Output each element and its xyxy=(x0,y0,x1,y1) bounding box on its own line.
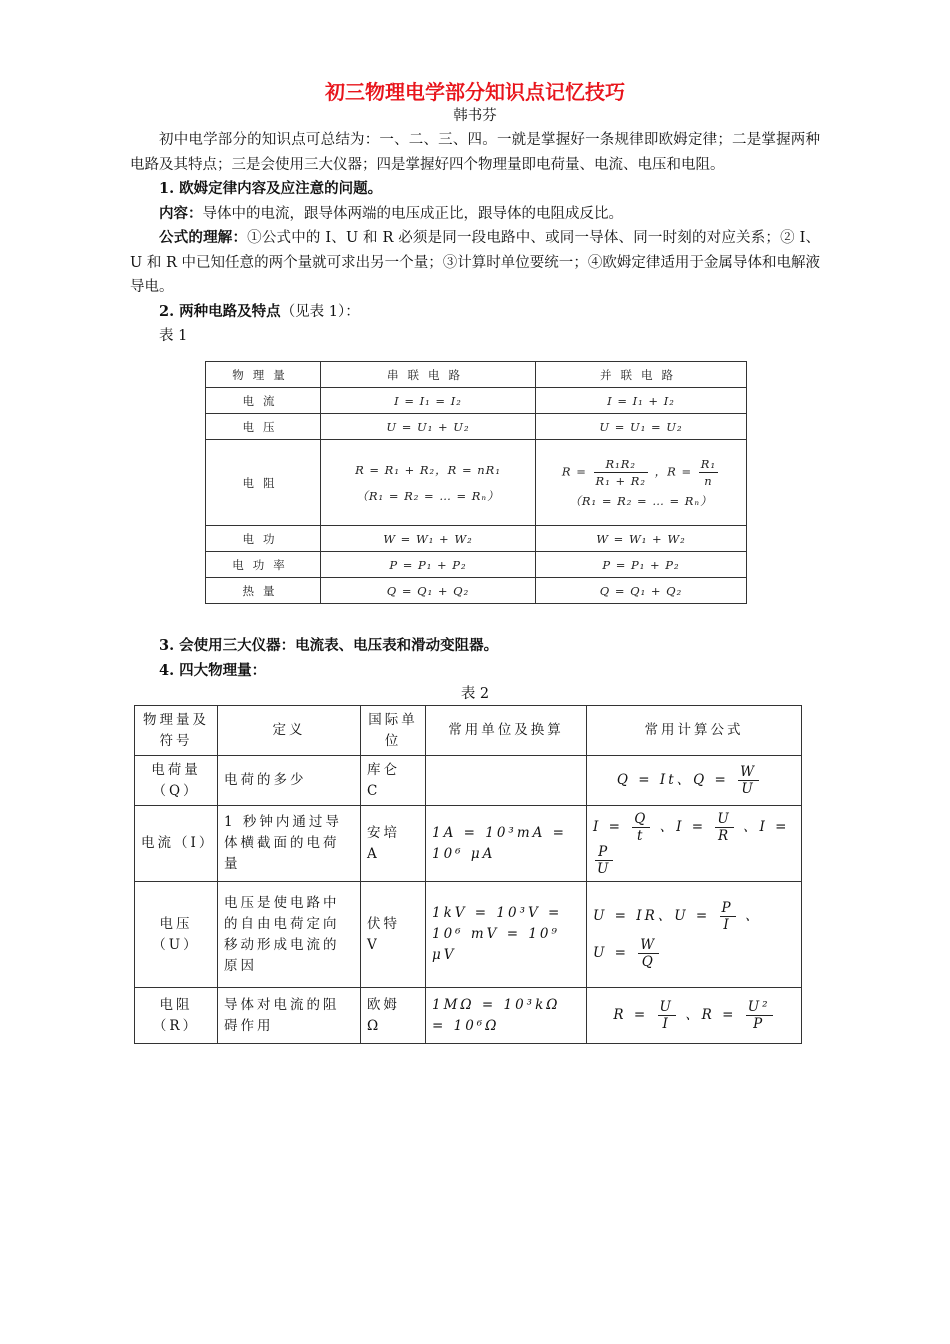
content-text: 导体中的电流，跟导体两端的电压成正比，跟导体的电阻成反比。 xyxy=(202,205,623,222)
section-4-heading: 4. 四大物理量： xyxy=(159,661,267,679)
author-name: 韩书芬 xyxy=(453,108,497,124)
section-1-heading: 1. 欧姆定律内容及应注意的问题。 xyxy=(159,180,383,197)
table-row: 电压 U = U₁ + U₂ U = U₁ = U₂ xyxy=(206,414,747,440)
formula-text: ①公式中的 I、U 和 R 必须是同一段电路中、或同一导体、同一时刻的对应关系；② I、U 和 R 中已知任意的两个量就可求出另一个量；③计算时单位要统一；④欧姆定律适用于金属导体和电解液导电。 xyxy=(130,230,821,295)
table-2-quantities xyxy=(134,705,802,1044)
section-2-heading: 2. 两种电路及特点（见表 1）： xyxy=(159,302,360,320)
table-row: 物理量及符号 定义 国际单位 常用单位及换算 常用计算公式 xyxy=(135,706,802,756)
table-row: 热量 Q = Q₁ + Q₂ Q = Q₁ + Q₂ xyxy=(206,578,747,604)
table-row: 电压（U） 电压是使电路中的自由电荷定向移动形成电流的原因 伏特 V 1kV = 10³V = 10⁶ mV = 10⁹ μV U = IR、U = $\frac{P}{I}$ 、 U = $\frac{W}{Q}$ xyxy=(135,882,802,988)
document-title: 初三物理电学部分知识点记忆技巧 xyxy=(325,80,625,104)
table-1-circuits xyxy=(205,361,747,604)
table-row: 电流（I） 1 秒钟内通过导体横截面的电荷量 安培 A 1A = 10³mA = 10⁶ μA I = $\frac{Q}{t}$ 、I = $\frac{U}{R}$ 、I = $\frac{P}{U}$ xyxy=(135,806,802,882)
table-row: 电荷量（Q） 电荷的多少 库仑 C Q = It、Q = $\frac{W}{U}$ xyxy=(135,756,802,806)
table-row: 电阻（R） 导体对电流的阻碍作用 欧姆 Ω 1MΩ = 10³kΩ = 10⁶Ω R = $\frac{U}{I}$ 、R = $\frac{\text{U²}}{P}$ xyxy=(135,988,802,1044)
table-1-caption: 表 1 xyxy=(159,328,188,344)
table-row: 电流 I = I₁ = I₂ I = I₁ + I₂ xyxy=(206,388,747,414)
section-1-formula xyxy=(130,226,820,300)
table-row: 电阻 R = R₁ + R₂，R = nR₁ （R₁ = R₂ = … = Rₙ） R = $\frac{\text{R₁R₂}}{\text{R₁ + R₂}}$ ，R = $\frac{\text{R₁}}{n}$ （R₁ = R₂ = … = Rₙ） xyxy=(206,440,747,526)
intro-paragraph: 初中电学部分的知识点可总结为：一、二、三、四。一就是掌握好一条规律即欧姆定律；二是掌握两种电路及其特点；三是会使用三大仪器；四是掌握好四个物理量即电荷量、电流、电压和电阻。 xyxy=(130,132,820,173)
content-label: 内容： xyxy=(159,204,203,222)
table-2-caption: 表 2 xyxy=(460,686,490,702)
table-row: 物理量 串联电路 并联电路 xyxy=(206,362,747,388)
formula-label: 公式的理解： xyxy=(159,229,248,246)
table-row: 电功率 P = P₁ + P₂ P = P₁ + P₂ xyxy=(206,552,747,578)
table-row: 电功 W = W₁ + W₂ W = W₁ + W₂ xyxy=(206,526,747,552)
section-1-content xyxy=(130,202,820,227)
document-page xyxy=(130,78,820,1044)
section-3-heading: 3. 会使用三大仪器：电流表、电压表和滑动变阻器。 xyxy=(159,637,499,654)
